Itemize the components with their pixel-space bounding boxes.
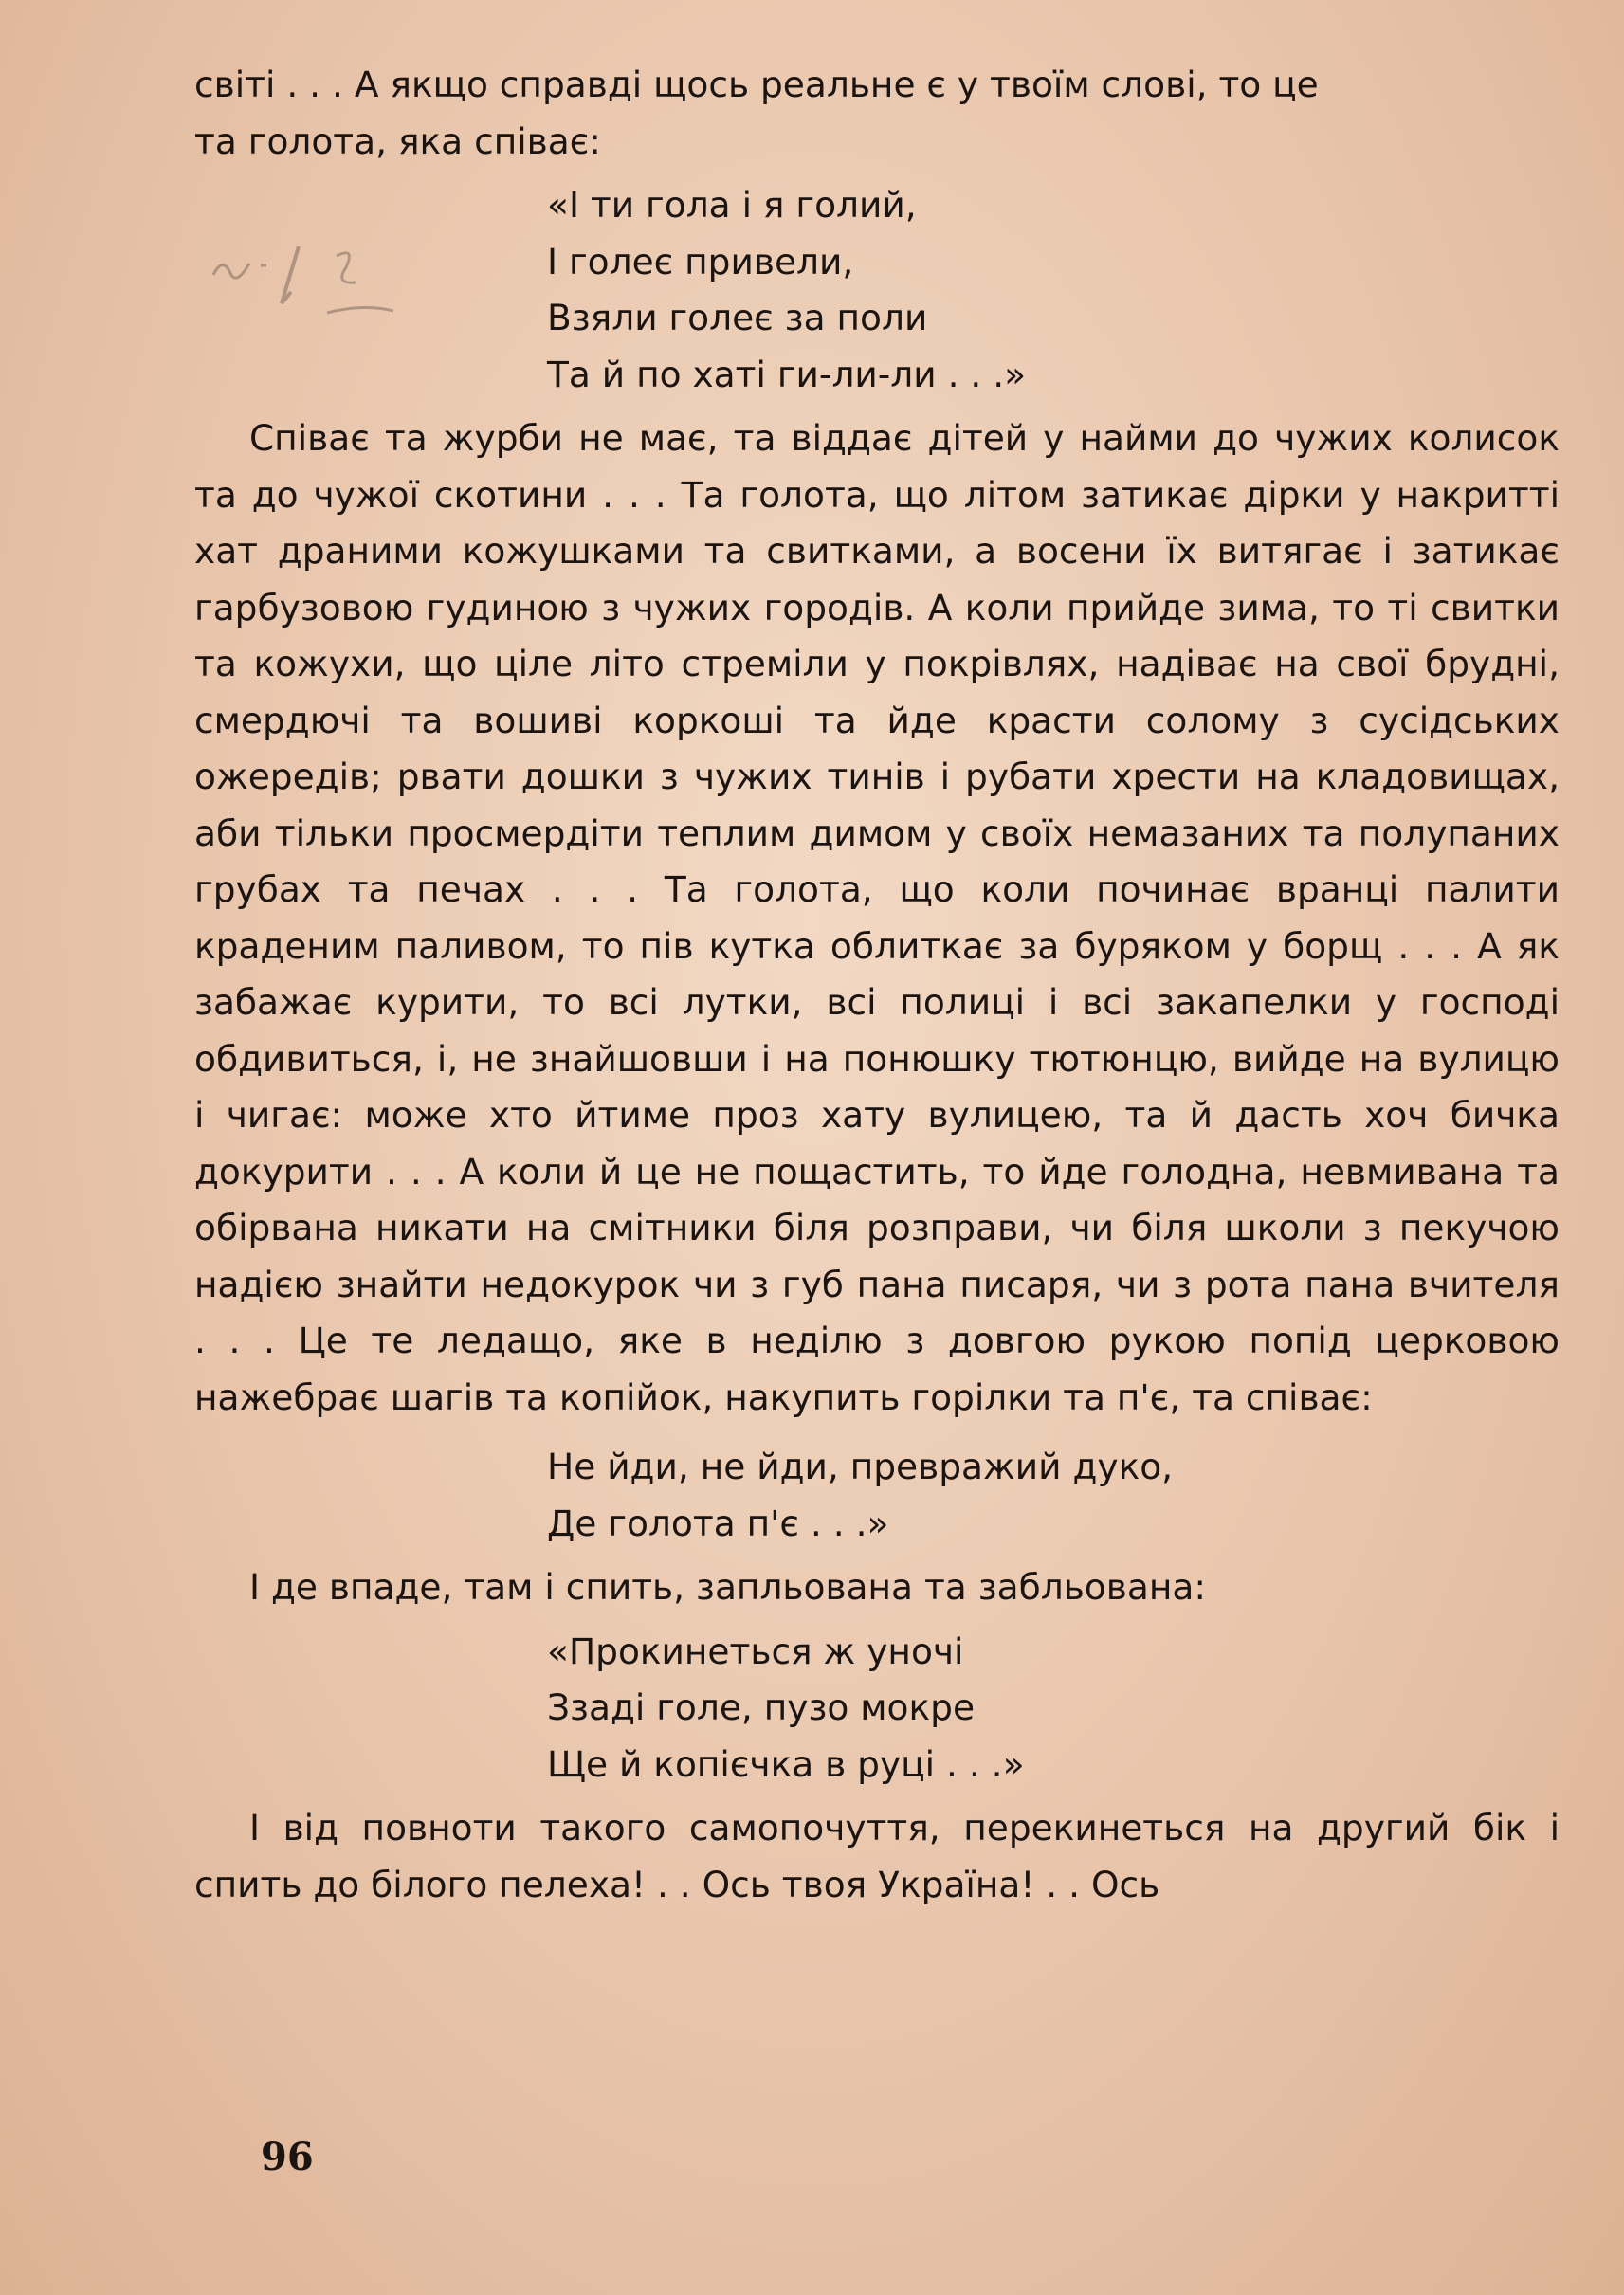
verse-2 bbox=[194, 1439, 1560, 1552]
verse-2-line-1: Не йди, не йди, превражий дуко, bbox=[547, 1446, 1174, 1487]
verse-1 bbox=[194, 177, 1560, 403]
opening-line-2: та голота, яка співає: bbox=[194, 119, 601, 162]
paragraph-1: Співає та журби не має, та віддає дітей у найми до чужих колисок та до чужої скотини . . . Та голота, що літом затикає дірки у накритті хат драними кожушками та свитками, а восени їх витягає і затикає гарбузовою гудиною з чужих городів. А коли прийде зима, то ті свитки та кожухи, що ціле літо стреміли у покрівлях, надіває на свої брудні, смердючі та вошиві коркоші та йде красти солому з сусідських ожередів; рвати дошки з чужих тинів і рубати хрести на кладовищах, аби тільки просмердіти теплим димом у своїх немазаних та полупаних грубах та печах . . . Та голота, що коли починає вранці палити краденим паливом, то пів кутка облиткає за буряком у борщ . . . А як забажає курити, то всі лутки, всі полиці і всі закапелки у господі обдивиться, і, не знайшовши і на понюшку тютюнцю, вийде на вулицю і чигає: може хто йтиме проз хату вулицею, та й дасть хоч бичка докурити . . . А коли й це не пощастить, то йде голодна, невмивана та обірвана никати на смітники біля розправи, чи біля школи з пекучою надією знайти недокурок чи з губ пана писаря, чи з рота пана вчителя . . . Це те ледащо, яке в неділю з довгою рукою попід церковою нажебрає шагів та копійок, накупить горілки та п'є, та співає: bbox=[194, 417, 1560, 1418]
verse-1-line-2: І голеє привели, bbox=[547, 240, 854, 282]
opening-line-1: світі . . . А якщо справді щось реальне є у твоїм слові, то це bbox=[194, 64, 1319, 105]
page-number: 96 bbox=[261, 2135, 314, 2179]
verse-3-line-2: Ззаді голе, пузо мокре bbox=[547, 1686, 976, 1728]
verse-1-line-4: Та й по хаті ги-ли-ли . . .» bbox=[547, 353, 1027, 395]
paragraph-3: І від повноти такого самопочуття, перекинеться на другий бік і спить до білого пелеха! . . Ось твоя Україна! . . Ось bbox=[194, 1807, 1560, 1905]
verse-1-line-1: «І ти гола і я голий, bbox=[547, 184, 917, 226]
verse-1-line-3: Взяли голеє за поли bbox=[547, 297, 928, 338]
book-page bbox=[194, 57, 1560, 1913]
verse-2-line-2: Де голота п'є . . .» bbox=[547, 1502, 889, 1544]
verse-3-line-1: «Прокинеться ж уночі bbox=[547, 1630, 964, 1672]
opening-text bbox=[194, 57, 1560, 170]
verse-3 bbox=[194, 1624, 1560, 1794]
paragraph-2: І де впаде, там і спить, запльована та забльована: bbox=[249, 1566, 1206, 1608]
verse-3-line-3: Ще й копієчка в руці . . .» bbox=[547, 1742, 1025, 1785]
